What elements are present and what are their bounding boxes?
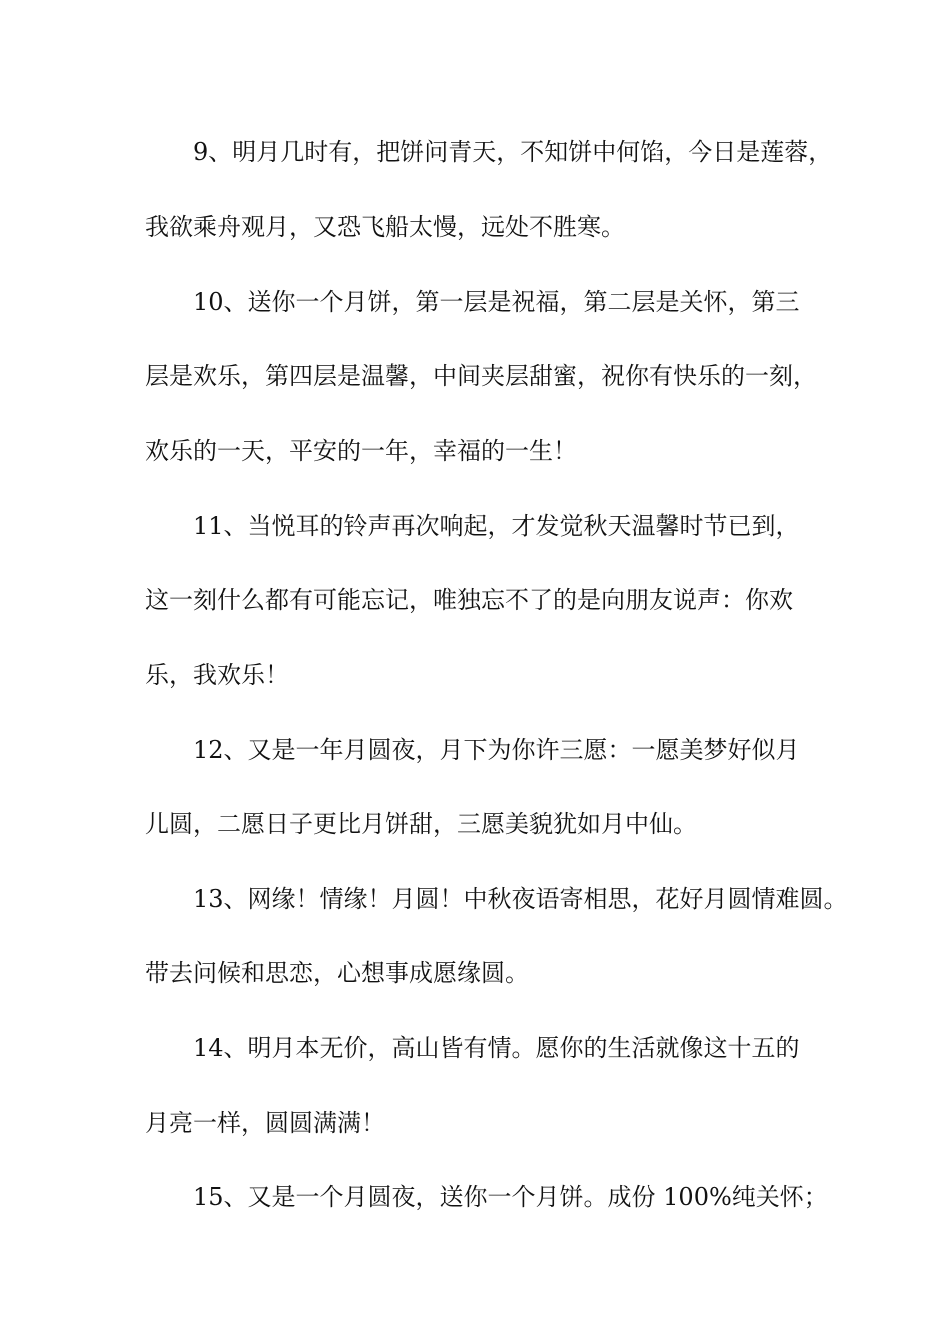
- paragraph-9-line-1: 9、明月几时有，把饼问青天，不知饼中何馅，今日是莲蓉，: [193, 138, 833, 166]
- paragraph-11-line-1: 11、当悦耳的铃声再次响起，才发觉秋天温馨时节已到，: [193, 512, 800, 540]
- paragraph-12-line-1: 12、又是一年月圆夜，月下为你许三愿：一愿美梦好似月: [193, 736, 800, 764]
- paragraph-10-line-2: 层是欢乐，第四层是温馨，中间夹层甜蜜，祝你有快乐的一刻，: [145, 362, 817, 390]
- paragraph-13-line-2: 带去问候和思恋，心想事成愿缘圆。: [145, 959, 529, 987]
- paragraph-14-line-2: 月亮一样，圆圆满满！: [145, 1109, 385, 1137]
- paragraph-11-line-3: 乐，我欢乐！: [145, 661, 289, 689]
- paragraph-14-line-1: 14、明月本无价，高山皆有情。愿你的生活就像这十五的: [193, 1034, 800, 1062]
- paragraph-9-line-2: 我欲乘舟观月，又恐飞船太慢，远处不胜寒。: [145, 213, 625, 241]
- paragraph-13-line-1: 13、网缘！情缘！月圆！中秋夜语寄相思，花好月圆情难圆。: [193, 885, 848, 913]
- paragraph-11-line-2: 这一刻什么都有可能忘记，唯独忘不了的是向朋友说声：你欢: [145, 586, 793, 614]
- paragraph-15-line-1: 15、又是一个月圆夜，送你一个月饼。成份 100%纯关怀；: [193, 1183, 828, 1211]
- paragraph-10-line-1: 10、送你一个月饼，第一层是祝福，第二层是关怀，第三: [193, 288, 800, 316]
- paragraph-10-line-3: 欢乐的一天，平安的一年，幸福的一生！: [145, 437, 577, 465]
- paragraph-12-line-2: 儿圆，二愿日子更比月饼甜，三愿美貌犹如月中仙。: [145, 810, 697, 838]
